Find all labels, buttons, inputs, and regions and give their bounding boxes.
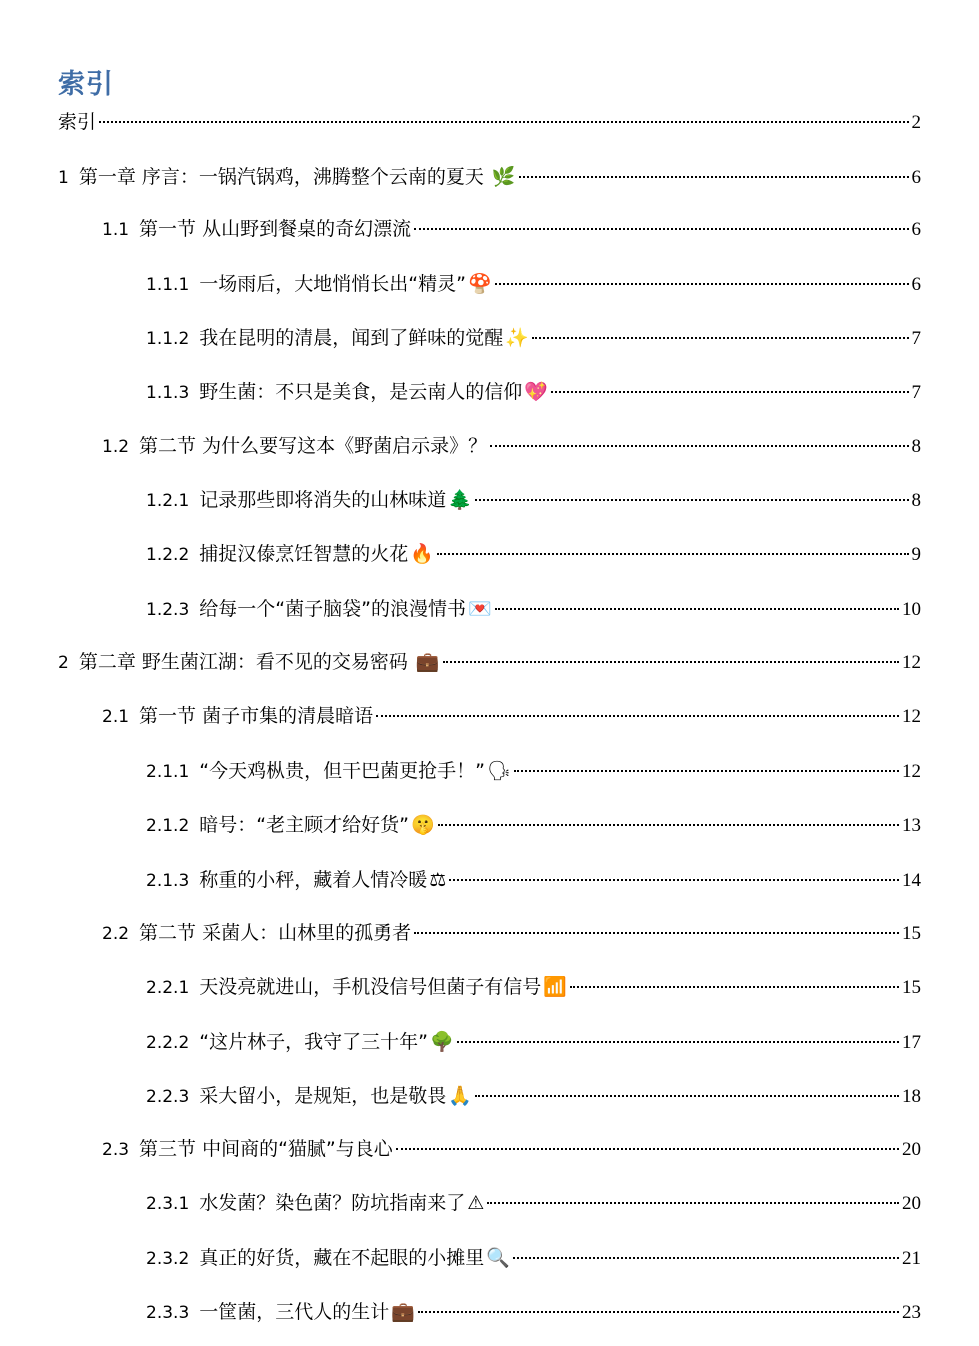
toc-page-number: 17 (902, 1032, 921, 1053)
emoji-icon: 🔍 (486, 1247, 510, 1269)
toc-entry-number: 1.2.2 (146, 545, 190, 565)
emoji-icon: 🌲 (448, 489, 472, 511)
toc-entry[interactable] (146, 486, 921, 514)
toc-entry[interactable] (146, 1189, 921, 1217)
toc-page-number: 15 (902, 977, 921, 998)
toc-entry-text (58, 648, 440, 677)
toc-entry-text (146, 378, 548, 407)
toc-entry-number: 2.3.2 (146, 1249, 190, 1269)
toc-entry-number: 1.2.1 (146, 491, 190, 511)
toc-entry-title: 第三节 中间商的“猫腻”与良心 (139, 1138, 393, 1160)
toc-entry-text (102, 432, 487, 461)
toc-entry[interactable] (102, 1135, 921, 1163)
toc-page-number: 13 (902, 815, 921, 836)
dot-leader (99, 121, 908, 123)
toc-entry-text (146, 811, 435, 840)
emoji-icon: ✨ (505, 327, 529, 349)
toc-entry-text (102, 919, 411, 948)
dot-leader (475, 1095, 899, 1097)
toc-page-number: 6 (911, 219, 921, 240)
toc-page-number: 8 (911, 490, 921, 511)
toc-entry-text (102, 215, 411, 244)
toc-page-number: 10 (902, 599, 921, 620)
dot-leader (414, 228, 908, 230)
toc-entry[interactable] (146, 540, 921, 568)
toc-entry-number: 2.1.3 (146, 871, 190, 891)
dot-leader (519, 176, 909, 178)
toc-entry[interactable] (146, 866, 921, 894)
toc-entry[interactable] (146, 757, 921, 785)
toc-entry-text (146, 973, 567, 1002)
toc-entry[interactable] (146, 595, 921, 623)
toc-entry-number: 2 (58, 653, 69, 673)
toc-entry-text (146, 1028, 454, 1057)
toc-entry-text (102, 702, 373, 731)
toc-entry[interactable] (58, 648, 921, 676)
toc-entry-title: 暗号：“老主顾才给好货” (199, 814, 409, 836)
toc-page-number: 6 (911, 167, 921, 188)
toc-entry[interactable] (146, 1028, 921, 1056)
toc-entry-title: 一场雨后，大地悄悄长出“精灵” (199, 273, 466, 295)
toc-entry[interactable] (58, 163, 921, 191)
toc-entry-number: 2.2 (102, 924, 130, 944)
toc-entry-text (102, 1135, 393, 1164)
dot-leader (418, 1311, 899, 1313)
emoji-icon: 🤫 (410, 814, 435, 836)
toc-entry-text (146, 1298, 415, 1327)
toc-entry-text (146, 324, 529, 353)
emoji-icon: 💖 (524, 381, 548, 403)
dot-leader (443, 661, 899, 663)
toc-page-number: 12 (902, 706, 921, 727)
toc-entry-title: 给每一个“菌子脑袋”的浪漫情书 (199, 598, 466, 620)
emoji-icon: 🌳 (429, 1031, 454, 1053)
toc-entry-title: 记录那些即将消失的山林味道 (199, 489, 447, 511)
toc-entry[interactable] (146, 811, 921, 839)
toc-page-number: 8 (911, 436, 921, 457)
toc-page-number: 12 (902, 761, 921, 782)
toc-entry-number: 2.2.1 (146, 978, 190, 998)
toc-entry-text (146, 270, 492, 299)
emoji-icon: 💼 (415, 651, 440, 673)
toc-entry[interactable] (146, 973, 921, 1001)
toc-entry[interactable] (146, 1082, 921, 1110)
dot-leader (457, 1041, 899, 1043)
toc-page-number: 21 (902, 1248, 921, 1269)
dot-leader (490, 445, 908, 447)
toc-page-number: 7 (911, 328, 921, 349)
toc-page-number: 7 (911, 382, 921, 403)
dot-leader (513, 1257, 899, 1259)
toc-entry-title: 一筐菌，三代人的生计 (199, 1301, 390, 1323)
toc-entry-text (146, 866, 446, 895)
toc-entry-title: 我在昆明的清晨，闻到了鲜味的觉醒 (199, 327, 504, 349)
toc-entry[interactable] (146, 270, 921, 298)
toc-entry-title: 第一节 菌子市集的清晨暗语 (139, 705, 374, 727)
emoji-icon: 🗣 (486, 760, 512, 782)
toc-entry-text (146, 1244, 510, 1273)
toc-entry-number: 2.2.2 (146, 1033, 190, 1053)
toc-entry-number: 2.3 (102, 1140, 130, 1160)
dot-leader (514, 770, 899, 772)
toc-entry-text (146, 757, 511, 786)
toc-entry-number: 1.1.1 (146, 275, 190, 295)
toc-entry[interactable] (58, 108, 921, 136)
toc-entry-number: 1.1 (102, 220, 130, 240)
toc-entry-number: 1.1.3 (146, 383, 190, 403)
emoji-icon: 🔥 (410, 543, 434, 565)
toc-page-number: 9 (911, 544, 921, 565)
toc-page-number: 14 (902, 870, 921, 891)
emoji-icon: 💼 (391, 1301, 415, 1323)
toc-page-number: 15 (902, 923, 921, 944)
toc-entry[interactable] (146, 378, 921, 406)
toc-page-number: 2 (911, 112, 921, 133)
toc-entry[interactable] (102, 919, 921, 947)
toc-page-number: 20 (902, 1139, 921, 1160)
toc-entry-title: 采大留小，是规矩，也是敬畏 (199, 1085, 447, 1107)
toc-entry-number: 1.1.2 (146, 329, 190, 349)
dot-leader (449, 879, 899, 881)
dot-leader (495, 608, 899, 610)
dot-leader (551, 391, 909, 393)
dot-leader (475, 499, 909, 501)
toc-entry-title: 水发菌？染色菌？防坑指南来了 (199, 1192, 466, 1214)
toc-entry-number: 1.2 (102, 437, 130, 457)
dot-leader (487, 1202, 899, 1204)
toc-entry-text (146, 540, 434, 569)
toc-page-number: 23 (902, 1302, 921, 1323)
emoji-icon: 📶 (543, 976, 567, 998)
toc-page-number: 18 (902, 1086, 921, 1107)
toc-entry-text (146, 486, 472, 515)
toc-entry-title: 称重的小秤，藏着人情冷暖 (199, 869, 428, 891)
toc-entry-number: 1.2.3 (146, 600, 190, 620)
emoji-icon: 💌 (467, 598, 492, 620)
toc-entry[interactable] (146, 1244, 921, 1272)
toc-entry-title: 第二节 采菌人：山林里的孤勇者 (139, 922, 412, 944)
dot-leader (437, 553, 909, 555)
toc-entry-title: “这片林子，我守了三十年” (199, 1031, 428, 1053)
toc-entry-text (58, 163, 516, 192)
toc-entry-title: 捕捉汉傣烹饪智慧的火花 (199, 543, 409, 565)
toc-page-number: 20 (902, 1193, 921, 1214)
toc-heading: 索引 (58, 69, 114, 100)
emoji-icon: ⚖ (429, 869, 447, 891)
toc-entry-title: 第二节 为什么要写这本《野菌启示录》？ (139, 435, 488, 457)
toc-entry-text (146, 1189, 484, 1218)
toc-entry[interactable] (146, 1298, 921, 1326)
toc-entry-title: 索引 (58, 111, 97, 133)
toc-entry-title: 真正的好货，藏在不起眼的小摊里 (199, 1247, 485, 1269)
toc-entry-text (58, 108, 96, 136)
toc-entry-title: 天没亮就进山，手机没信号但菌子有信号 (199, 976, 542, 998)
dot-leader (532, 337, 909, 339)
toc-entry[interactable] (146, 324, 921, 352)
toc-entry-number: 2.1.1 (146, 762, 190, 782)
toc-page-number: 12 (902, 652, 921, 673)
toc-entry[interactable] (102, 432, 921, 460)
emoji-icon: ⚠ (467, 1192, 485, 1214)
toc-entry-number: 2.3.1 (146, 1194, 190, 1214)
toc-entry-number: 1 (58, 168, 69, 188)
toc-entry-number: 2.2.3 (146, 1087, 190, 1107)
emoji-icon: 🌿 (491, 166, 516, 188)
emoji-icon: 🍄 (467, 273, 492, 295)
toc-entry-number: 2.3.3 (146, 1303, 190, 1323)
toc-entry-title: 第二章 野生菌江湖：看不见的交易密码 (78, 651, 414, 673)
toc-entry-text (146, 595, 492, 624)
dot-leader (570, 986, 899, 988)
emoji-icon: 🙏 (448, 1085, 472, 1107)
toc-entry-title: 第一节 从山野到餐桌的奇幻漂流 (139, 218, 412, 240)
toc-entry[interactable] (102, 702, 921, 730)
toc-page-number: 6 (911, 274, 921, 295)
toc-entry-text (146, 1082, 472, 1111)
toc-entry-number: 2.1 (102, 707, 130, 727)
dot-leader (414, 932, 899, 934)
toc-entry-number: 2.1.2 (146, 816, 190, 836)
dot-leader (495, 283, 909, 285)
toc-entry-title: 野生菌：不只是美食，是云南人的信仰 (199, 381, 523, 403)
dot-leader (438, 824, 899, 826)
dot-leader (376, 715, 899, 717)
toc-entry[interactable] (102, 215, 921, 243)
toc-entry-title: 第一章 序言：一锅汽锅鸡，沸腾整个云南的夏天 (78, 166, 490, 188)
dot-leader (396, 1148, 899, 1150)
toc-entry-title: “今天鸡枞贵，但干巴菌更抢手！” (199, 760, 485, 782)
